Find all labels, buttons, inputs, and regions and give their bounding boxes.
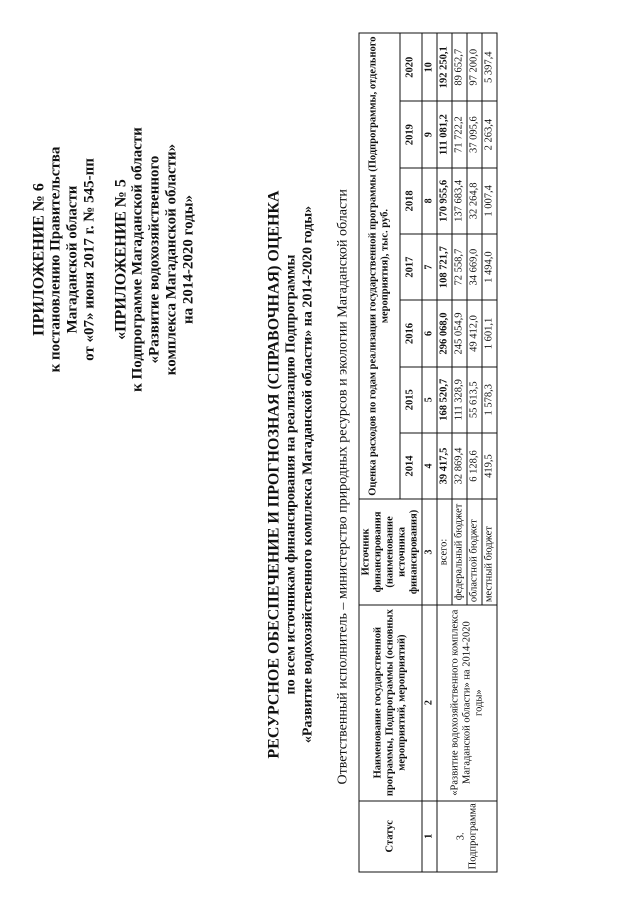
appendix-line: к постановлению Правительства (47, 146, 64, 373)
document-heading (266, 175, 317, 775)
appendix-line: «Развитие водохозяйственного (146, 155, 163, 364)
table-header-row (359, 33, 400, 872)
value-cell: 71 722,2 (452, 101, 467, 167)
responsible-executor: Ответственный исполнитель – министерство природных ресурсов и экологии Магаданской области (335, 189, 351, 785)
program-name-cell: «Развитие водохозяйственного комплекса Магаданской области» на 2014-2020 годы» (437, 605, 497, 801)
header-year: 2017 (400, 234, 423, 300)
value-cell: 37 095,6 (467, 101, 482, 167)
column-number: 7 (422, 234, 437, 300)
appendix-line: комплекса Магаданской области» (163, 143, 180, 376)
value-cell: 245 054,9 (452, 300, 467, 366)
value-cell: 137 683,4 (452, 168, 467, 234)
value-cell: 32 869,4 (452, 433, 467, 499)
document-title: РЕСУРСНОЕ ОБЕСПЕЧЕНИЕ И ПРОГНОЗНАЯ (СПРАВОЧНАЯ) ОЦЕНКА (265, 190, 283, 759)
status-label: Подпрограмма (467, 803, 478, 870)
column-number-row (422, 33, 437, 872)
value-cell: 1 578,3 (482, 367, 497, 433)
column-number: 6 (422, 300, 437, 366)
column-number: 5 (422, 367, 437, 433)
appendix-line: на 2014-2020 годы» (180, 195, 197, 324)
value-cell: 1 601,1 (482, 300, 497, 366)
value-cell: 5 397,4 (482, 33, 497, 101)
header-status: Статус (359, 801, 422, 872)
appendix-subtitle: «ПРИЛОЖЕНИЕ № 5 (112, 179, 130, 340)
value-cell: 419,5 (482, 433, 497, 499)
header-year: 2015 (400, 367, 423, 433)
value-cell: 192 250,1 (437, 33, 452, 101)
value-cell: 296 068,0 (437, 300, 452, 366)
value-cell: 1 494,0 (482, 234, 497, 300)
header-year: 2020 (400, 33, 423, 101)
appendix-line: к Подпрограмме Магаданской области (129, 127, 146, 392)
value-cell: 6 128,6 (467, 433, 482, 499)
value-cell: 49 412,0 (467, 300, 482, 366)
heading-line: «Развитие водохозяйственного комплекса Магаданской области» на 2014-2020 годы» (300, 205, 316, 744)
heading-line: по всем источникам финансирования на реализацию Подпрограммы (283, 254, 299, 695)
value-cell: 1 007,4 (482, 168, 497, 234)
column-number: 10 (422, 33, 437, 101)
value-cell: 170 955,6 (437, 168, 452, 234)
source-cell: областной бюджет (467, 499, 482, 604)
appendix-line: Магаданской области (64, 185, 81, 334)
column-number: 2 (422, 605, 437, 801)
rotated-sheet (11, 10, 631, 895)
source-cell: всего: (437, 499, 452, 604)
column-number: 1 (422, 801, 437, 872)
value-cell: 97 200,0 (467, 33, 482, 101)
value-cell: 2 263,4 (482, 101, 497, 167)
value-cell: 39 417,5 (437, 433, 452, 499)
table-row-total (437, 33, 452, 872)
value-cell: 111 081,2 (437, 101, 452, 167)
column-number: 8 (422, 168, 437, 234)
column-number: 4 (422, 433, 437, 499)
value-cell: 89 652,7 (452, 33, 467, 101)
appendix-title: ПРИЛОЖЕНИЕ № 6 (30, 183, 48, 336)
value-cell: 34 669,0 (467, 234, 482, 300)
source-cell: федеральный бюджет (452, 499, 467, 604)
appendix-block (31, 120, 198, 400)
value-cell: 111 328,9 (452, 367, 467, 433)
appendix-line: от «07» июня 2017 г. № 545-пп (81, 158, 98, 361)
status-number: 3. (455, 832, 466, 841)
value-cell: 108 721,7 (437, 234, 452, 300)
column-number: 3 (422, 499, 437, 604)
value-cell: 168 520,7 (437, 367, 452, 433)
header-year: 2019 (400, 101, 423, 167)
header-estimate: Оценка расходов по годам реализации государственной программы (Подпрограммы, отдельного мероприятия), тыс. руб. (359, 33, 400, 499)
value-cell: 72 558,7 (452, 234, 467, 300)
column-number: 9 (422, 101, 437, 167)
header-year: 2018 (400, 168, 423, 234)
header-year: 2014 (400, 433, 423, 499)
value-cell: 32 264,8 (467, 168, 482, 234)
header-name: Наименование государственной программы, Подпрограммы (основных мероприятий, мероприятий) (359, 605, 422, 801)
value-cell: 55 613,5 (467, 367, 482, 433)
source-cell: местный бюджет (482, 499, 497, 604)
header-source: Источник финансирования (наименование источника финансирования) (359, 499, 422, 604)
status-cell (437, 801, 497, 872)
resource-table (359, 33, 498, 873)
header-year: 2016 (400, 300, 423, 366)
